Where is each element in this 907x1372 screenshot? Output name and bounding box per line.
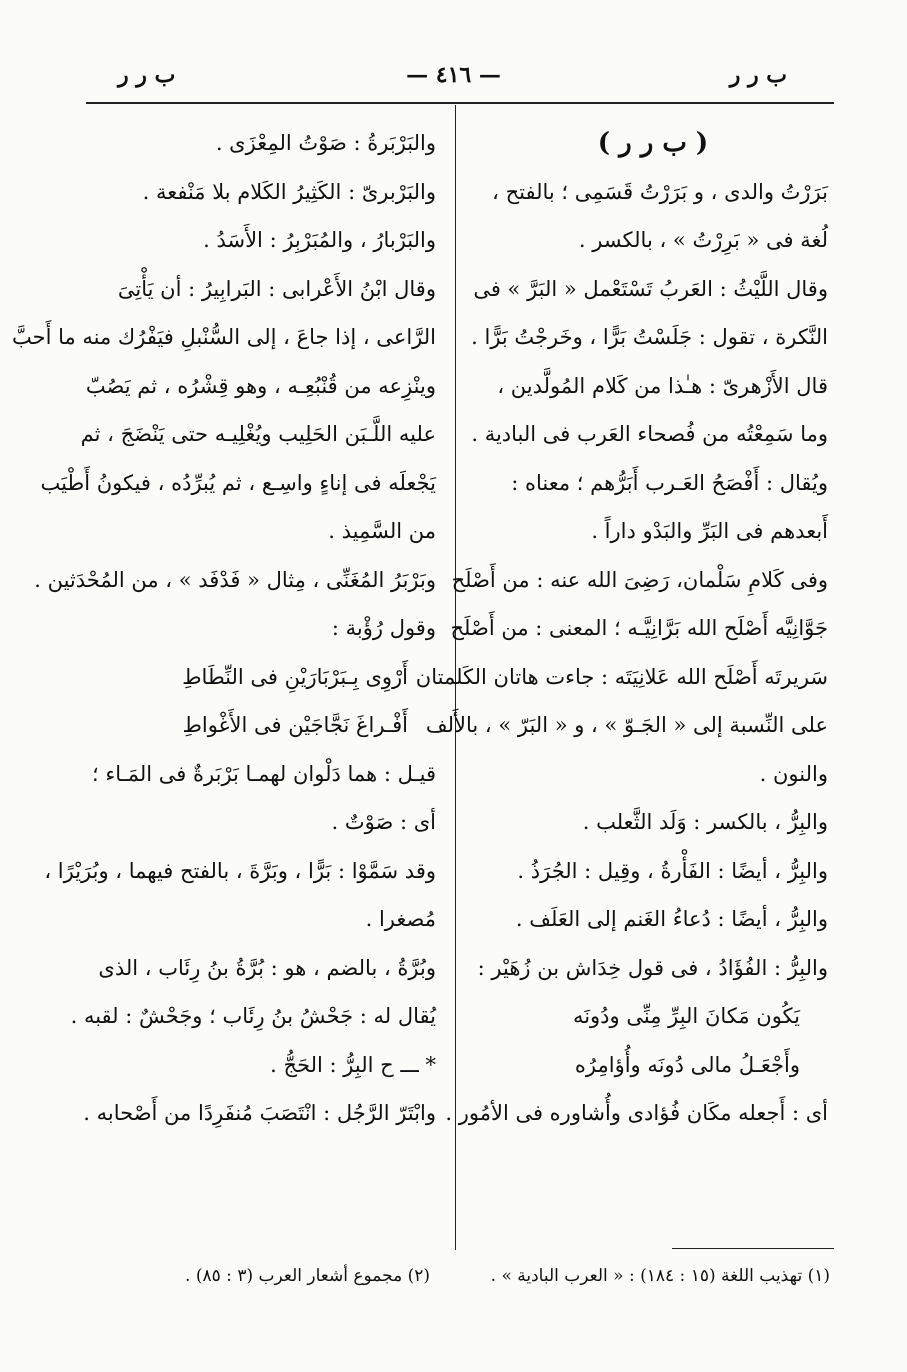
left-line: عليه اللَّـبَن الحَلِيب ويُغْلِيـه حتى يَنْضَجَ ، ثم [80, 422, 436, 446]
left-line: أَرْوِى بِـبَرْبَارَيْنِ فى النِّطَاطِ [182, 664, 408, 689]
page-number: — ٤١٦ — [406, 62, 501, 88]
header-root-left: ب ر ر [118, 62, 176, 88]
left-line: قيـل : هما دَلْوان لهمـا بَرْبَرةٌ فى المَـاء ؛ [91, 761, 436, 786]
right-line: وفى كَلامِ سَلْمان، رَضِىَ الله عنه : من أَصْلَح [451, 567, 828, 592]
left-line: يَجْعلَه فى إناءٍ واسِـع ، ثم يُبرِّدُه ، فيكونُ أَطْيَب [40, 470, 436, 495]
right-line: ويُقال : أَفْصَحُ العَـرب أَبَرُّهم ؛ معناه : [511, 470, 828, 495]
left-line: الرَّاعى ، إذا جاعَ ، إلى السُّنْبلِ فيَفْرُك منه ما أَحبَّ [11, 325, 436, 349]
left-line: من السَّمِيذ . [328, 519, 436, 543]
left-line: وبَرْبَرُ المُغَنِّى ، مِثال « فَدْفَد » ، من المُحْدَثين . [34, 567, 436, 592]
left-line: والبَرْبارُ ، والمُبَرْبِرُ : الأَسَدُ . [203, 228, 436, 252]
left-line: والبَرْبَرةُ : صَوْتُ المِعْزَى . [215, 131, 436, 155]
left-line: وينْزِعه من قُنْبُعِـه ، وهو قِشْرُه ، ثم يَصُبّ [85, 373, 436, 398]
left-line: والبَرْبرىّ : الكَثِيرُ الكَلام بلا مَنْفعة . [142, 179, 436, 204]
right-line: سَريرتَه أَصْلَح الله عَلانِيَتَه : جاءت هاتان الكَلمتان [415, 664, 828, 689]
left-line: وقال ابْنُ الأَعْرابى : البَرابِيرُ : أن يَأْتِىَ [117, 276, 436, 301]
left-line: أى : صَوْتٌ . [331, 810, 436, 834]
right-line: بَرَرْتُ والدى ، و بَرَرْتُ قَسَمِى ؛ بالفتح ، [492, 179, 828, 204]
entry-title: ( ب ر ر ) [597, 128, 709, 158]
left-line: وبُرَّةُ ، بالضم ، هو : بُرَّةُ بنُ رِئَاب ، الذى [98, 955, 436, 980]
right-line: جَوَّانِيَّه أَصْلَح الله بَرَّانِيَّـه ؛ المعنى : من أَصْلَح [450, 616, 828, 640]
right-line: وما سَمِعْتُه من فُصحاء العَرب فى البادية . [471, 422, 828, 446]
right-line: والبِرُّ : الفُؤَادُ ، فى قول خِدَاش بن زُهَيْر : [477, 955, 828, 980]
left-line: * ـــ ح البِرُّ : الحَجُّ . [270, 1052, 436, 1077]
footnote-1: (١) تهذيب اللغة (١٥ : ١٨٤) : « العرب البادية » . [490, 1266, 830, 1286]
left-line: يُقال له : جَحْشُ بنُ رِئَاب ؛ وجَحْشٌ : لقبه . [70, 1004, 436, 1028]
right-line: أى : أَجعله مكَان فُؤادى وأُشاوره فى الأمُور . [445, 1101, 828, 1125]
right-column-lines [415, 179, 828, 1128]
right-line: والبِرُّ ، أيضًا : الفَأْرةُ ، وقِيل : الجُرَذُ . [517, 858, 828, 883]
footnote-rule [672, 1248, 834, 1249]
right-line: يَكُون مَكانَ البِرِّ مِنِّى ودُونَه [572, 1004, 800, 1028]
right-line: والنون . [759, 761, 828, 786]
left-line: وقول رُؤْبة : [331, 616, 436, 640]
left-line: وابْتَرّ الرَّجُل : انْتَصَبَ مُنفَرِدًا من أَصْحابه . [83, 1101, 436, 1125]
right-column [415, 128, 828, 1149]
header-rule [86, 102, 834, 104]
left-column [11, 130, 436, 1149]
footnote-2: (٢) مجموع أشعار العرب (٣ : ٨٥) . [185, 1266, 430, 1286]
right-line: لُغة فى « بَرِرْتُ » ، بالكسر . [578, 228, 828, 252]
left-line: أَفْـراغَ نَجَّاجَيْن فى الأَغْواطِ [182, 713, 408, 737]
header-root-right: ب ر ر [729, 62, 787, 88]
right-line: وأَجْعَـلُ مالى دُونَه وأُؤامِرُه [574, 1052, 800, 1077]
left-line: وقد سَمَّوْا : بَرًّا ، وبَرَّةَ ، بالفتح فيهما ، وبُرَيْرًا ، [44, 858, 436, 883]
right-line: وقال اللَّيْثُ : العَربُ تَسْتَعْمل « البَرَّ » فى [473, 276, 828, 301]
left-column-lines [11, 130, 436, 1127]
right-line: أَبعدهم فى البَرِّ والبَدْو داراً . [591, 519, 828, 543]
left-line: مُصغرا . [365, 907, 436, 931]
right-line: على النِّسبة إلى « الجَـوّ » ، و « البَرّ » ، بالأَلف [425, 713, 828, 737]
right-line: النَّكرة ، تقول : جَلَسْتُ بَرًّا ، وخَرجْتُ بَرًّا . [471, 325, 828, 349]
right-line: والبِرُّ ، بالكسر : وَلَد الثَّعلب . [582, 810, 828, 834]
right-line: والبِرُّ ، أيضًا : دُعاءُ الغَنم إلى العَلَف . [515, 907, 828, 931]
right-line: قال الأَزْهرىّ : هـٰذا من كَلام المُولَّدين ، [497, 373, 828, 398]
